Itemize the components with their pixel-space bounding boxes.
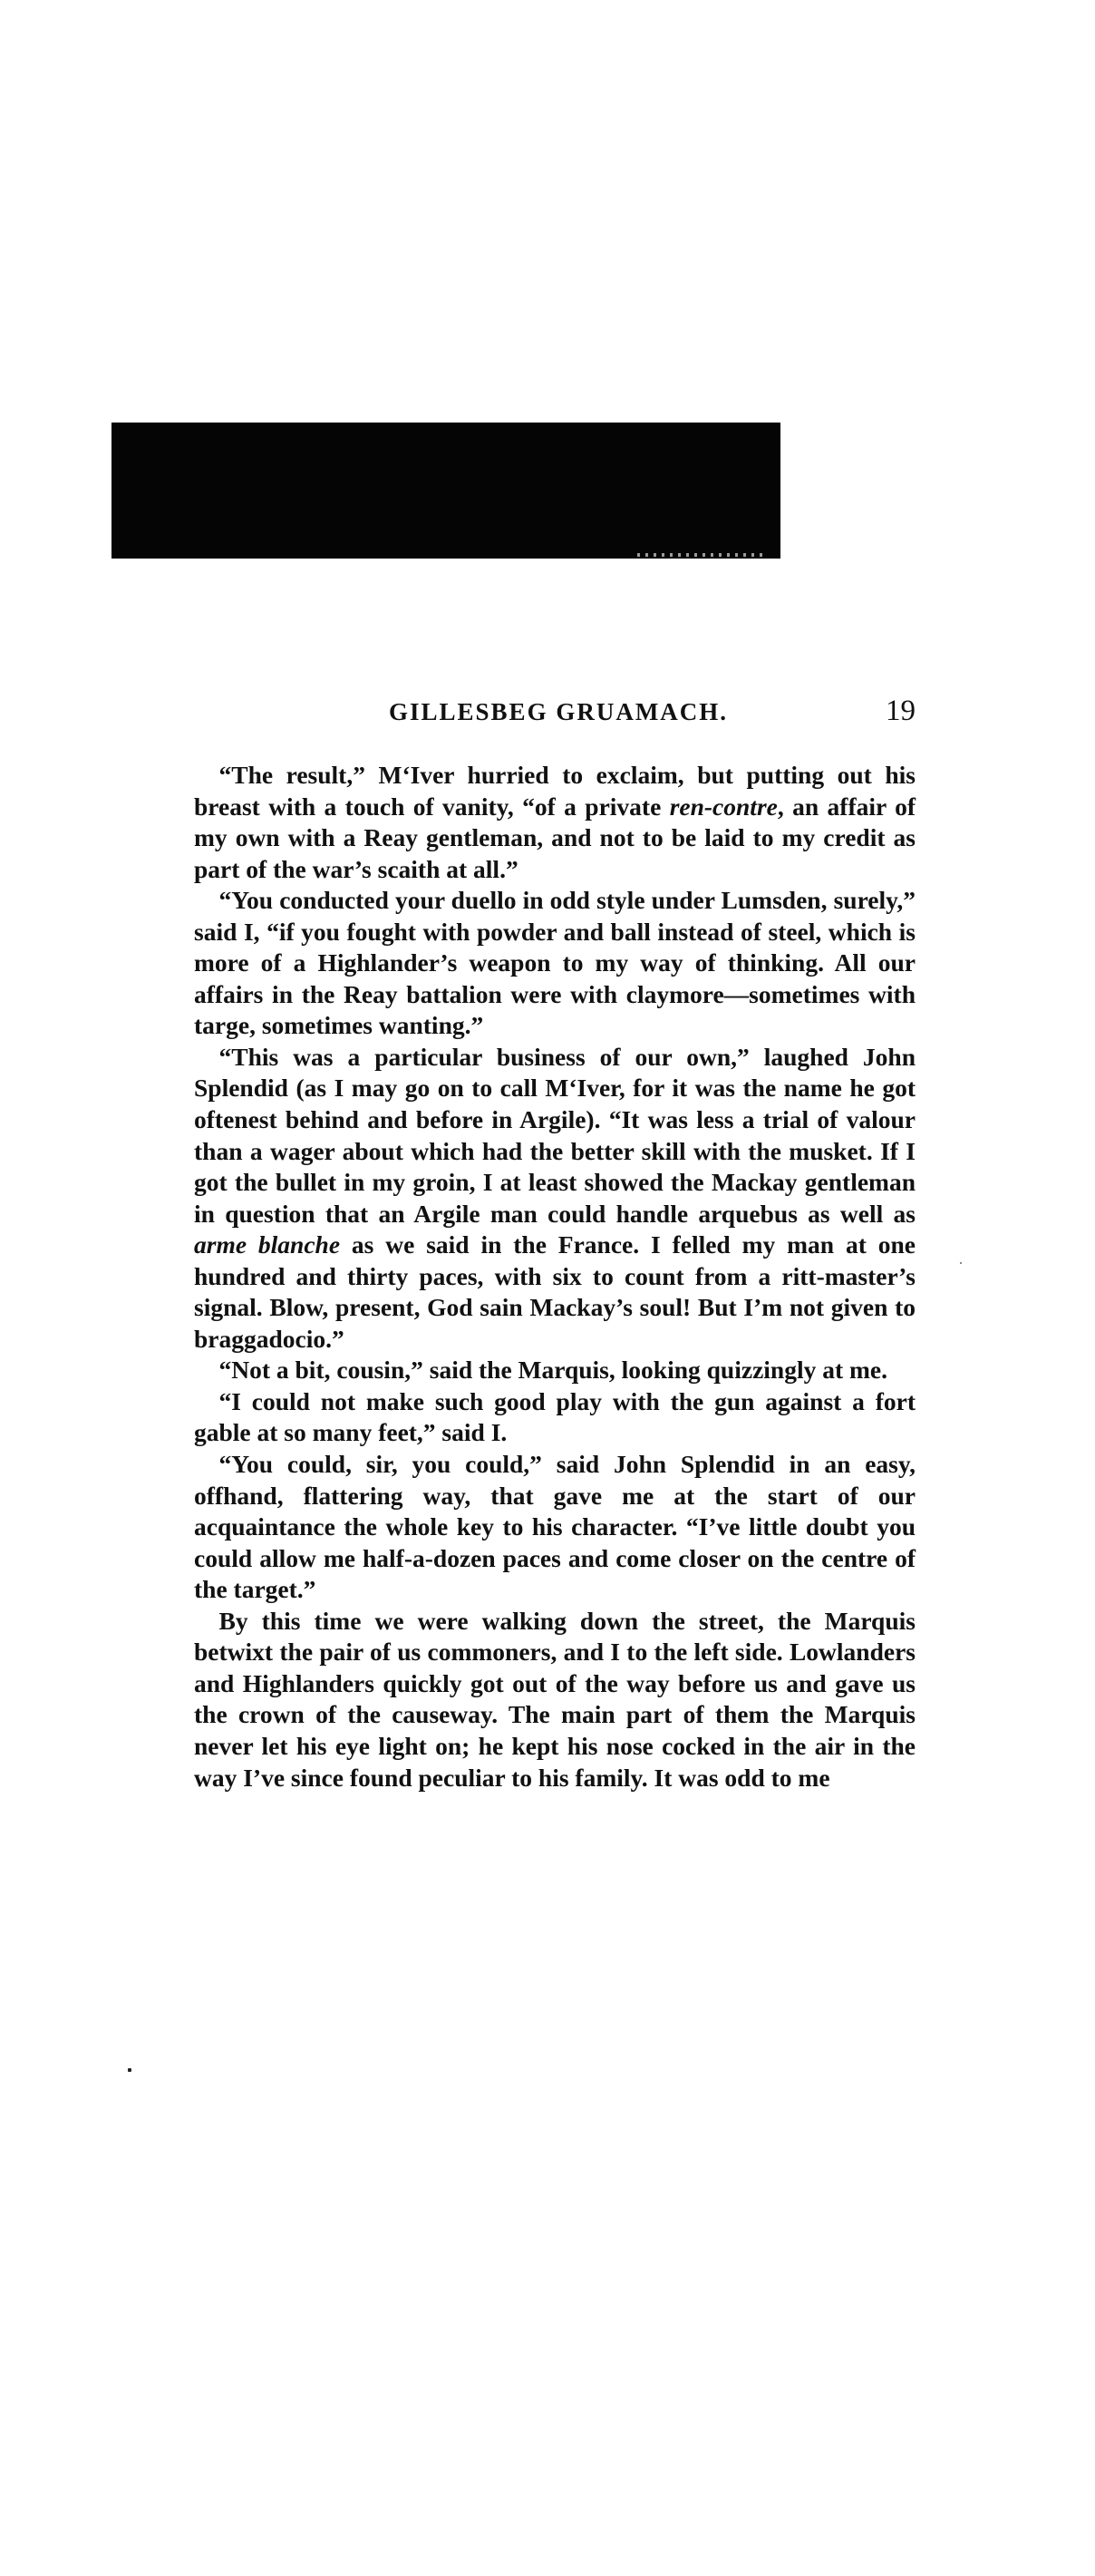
- page-number: 19: [886, 695, 916, 727]
- paragraph: [194, 885, 916, 1042]
- paragraph: [194, 1449, 916, 1606]
- redaction-frayed-edge: [632, 553, 768, 557]
- text-segment: “You could, sir, you could,” said John Splendid in an easy, offhand, flattering way, that gave me at the start of our acquaintance the whole key to his character. “I’ve little doubt you could allow me half-a-dozen paces and come closer on the centre of the target.”: [194, 1450, 916, 1604]
- running-head: [194, 695, 916, 734]
- italic-phrase: ren-contre: [669, 792, 778, 821]
- redaction-bar: [111, 423, 780, 559]
- text-segment: as we said in the France. I felled my man at one hundred and thirty paces, with six to count from a ritt-master’s signal. Blow, present, God sain Mackay’s soul! But I’m not given to braggadocio.”: [194, 1230, 916, 1353]
- paragraph: [194, 1386, 916, 1449]
- text-segment: “Not a bit, cousin,” said the Marquis, looking quizzingly at me.: [218, 1356, 887, 1385]
- scan-speck: [128, 2068, 131, 2072]
- paragraph: [194, 1042, 916, 1355]
- text-segment: “I could not make such good play with the gun against a fort gable at so many feet,” said I.: [194, 1386, 916, 1447]
- paragraph: [194, 1606, 916, 1793]
- running-title: GILLESBEG GRUAMACH.: [389, 698, 729, 725]
- text-segment: , an affair of my own with a Reay gentleman, and not to be laid to my credit as part of the war’s scaith at all.”: [194, 792, 916, 883]
- paragraph: [194, 760, 916, 885]
- text-segment: “This was a particular business of our own,” laughed John Splendid (as I may go on to call M‘Iver, for it was the name he got oftenest behind and before in Argile). “It was less a trial of valour than a wager about which had the better skill with the musket. If I got the bullet in my groin, I at least showed the Mackay gentleman in question that an Argile man could handle arquebus as well as: [194, 1042, 916, 1228]
- scan-speck: [960, 1262, 962, 1264]
- text-segment: “You conducted your duello in odd style under Lumsden, surely,” said I, “if you fought with powder and ball instead of steel, which is more of a Highlander’s weapon to my way of thinking. All our affairs in the Reay battalion were with claymore—sometimes with targe, sometimes wanting.”: [194, 886, 916, 1040]
- italic-phrase: arme blanche: [194, 1230, 341, 1259]
- text-segment: By this time we were walking down the street, the Marquis betwixt the pair of us commoners, and I to the left side. Lowlanders and Highlanders quickly got out of the way before us and gave us the crown of the causeway. The main part of them the Marquis never let his eye light on; he kept his nose cocked in the air in the way I’ve since found peculiar to his family. It was odd to me: [194, 1606, 916, 1792]
- text-segment: “The result,” M‘Iver hurried to exclaim, but putting out his breast with a touch of vanity, “of a private: [194, 761, 916, 821]
- body-text: [194, 760, 916, 1793]
- paragraph: [194, 1355, 916, 1386]
